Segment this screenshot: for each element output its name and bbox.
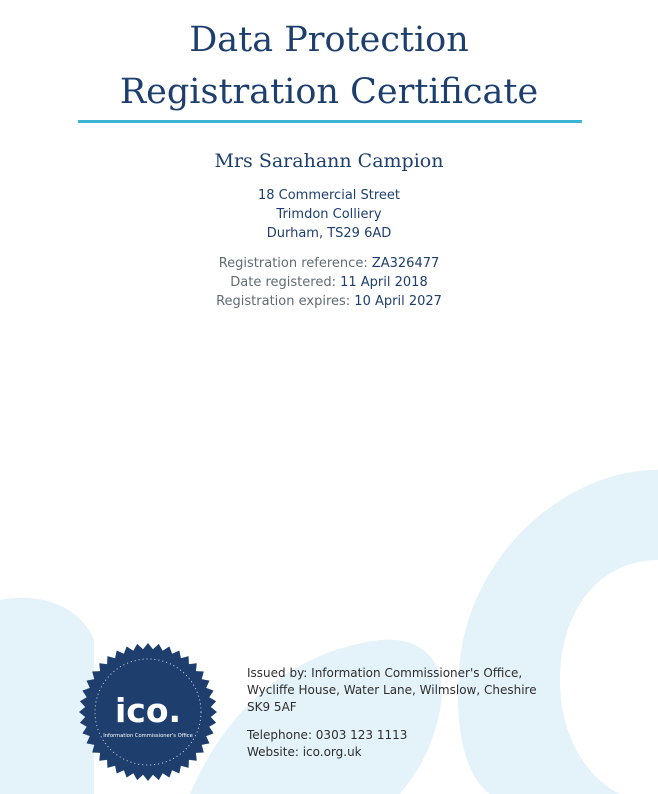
title-line-2: Registration Certificate	[119, 72, 539, 112]
page-title	[0, 14, 658, 118]
website: Website: ico.org.uk	[247, 745, 362, 759]
seal-logo-text: ico.	[114, 691, 182, 730]
holder-name: Mrs Sarahann Campion	[214, 150, 444, 172]
issued-by-line: Wycliffe House, Water Lane, Wilmslow, Cheshire	[247, 683, 537, 697]
telephone: Telephone: 0303 123 1113	[247, 728, 408, 742]
registration-expires-row	[0, 292, 658, 311]
ico-seal-icon	[78, 642, 218, 782]
address-line: Durham, TS29 6AD	[266, 226, 392, 241]
registration-expires-label: Registration expires:	[216, 294, 355, 309]
holder-address	[0, 186, 658, 243]
registration-reference-value: ZA326477	[371, 256, 440, 271]
address-line: Trimdon Colliery	[276, 207, 382, 222]
registration-details	[0, 254, 658, 311]
registration-reference-label: Registration reference:	[218, 256, 372, 271]
issued-by-line: Issued by: Information Commissioner's Office,	[247, 666, 523, 680]
issued-by-block	[247, 665, 537, 716]
registration-reference-row	[0, 254, 658, 273]
contact-block	[247, 727, 407, 761]
title-line-1: Data Protection	[189, 20, 469, 60]
issued-by-line: SK9 5AF	[247, 700, 297, 714]
seal-caption: Information Commissioner's Office	[103, 733, 193, 739]
title-divider	[78, 120, 582, 123]
date-registered-value: 11 April 2018	[340, 275, 428, 290]
date-registered-label: Date registered:	[230, 275, 341, 290]
date-registered-row	[0, 273, 658, 292]
address-line: 18 Commercial Street	[257, 188, 401, 203]
registration-expires-value: 10 April 2027	[354, 294, 442, 309]
